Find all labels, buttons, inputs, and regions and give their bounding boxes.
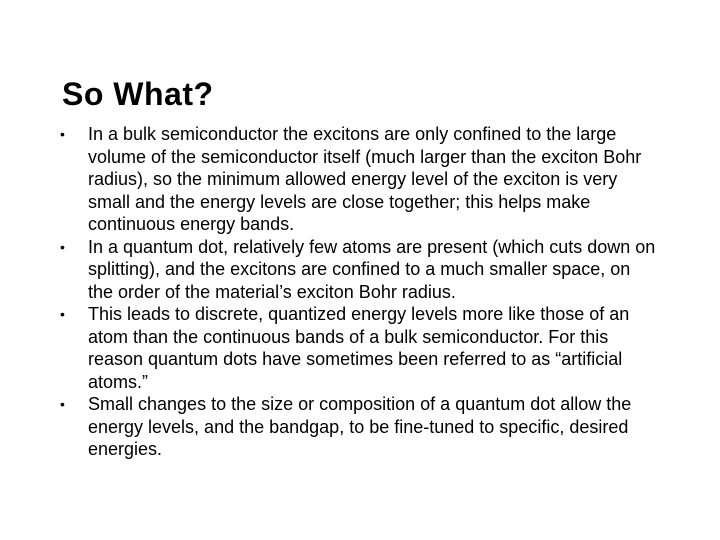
bullet-text: In a bulk semiconductor the excitons are only confined to the large volume of the semiconductor itself (much larger than the exciton Bohr radius), so the minimum allowed energy level of the exciton is very small and the energy levels are close together; this helps make continuous energy bands. (88, 124, 642, 234)
slide-title: So What? (62, 76, 214, 112)
bullet-marker: • (60, 238, 65, 255)
bullet-marker: • (60, 126, 65, 142)
bullet-item (60, 303, 660, 393)
bullet-list (60, 123, 660, 461)
bullet-marker: • (60, 306, 65, 322)
bullet-marker: • (60, 396, 65, 412)
bullet-item (60, 236, 660, 304)
bullet-text: In a quantum dot, relatively few atoms are present (which cuts down on splitting), and the excitons are confined to a much smaller space, on the order of the material’s exciton Bohr radius. (88, 236, 656, 302)
bullet-item (60, 393, 660, 461)
bullet-item (60, 123, 660, 236)
bullet-text: Small changes to the size or composition of a quantum dot allow the energy levels, and the bandgap, to be fine-tuned to specific, desired energies. (88, 394, 632, 459)
bullet-text: This leads to discrete, quantized energy levels more like those of an atom than the continuous bands of a bulk semiconductor. For this reason quantum dots have sometimes been referred to as “artificial atoms.” (88, 304, 630, 392)
